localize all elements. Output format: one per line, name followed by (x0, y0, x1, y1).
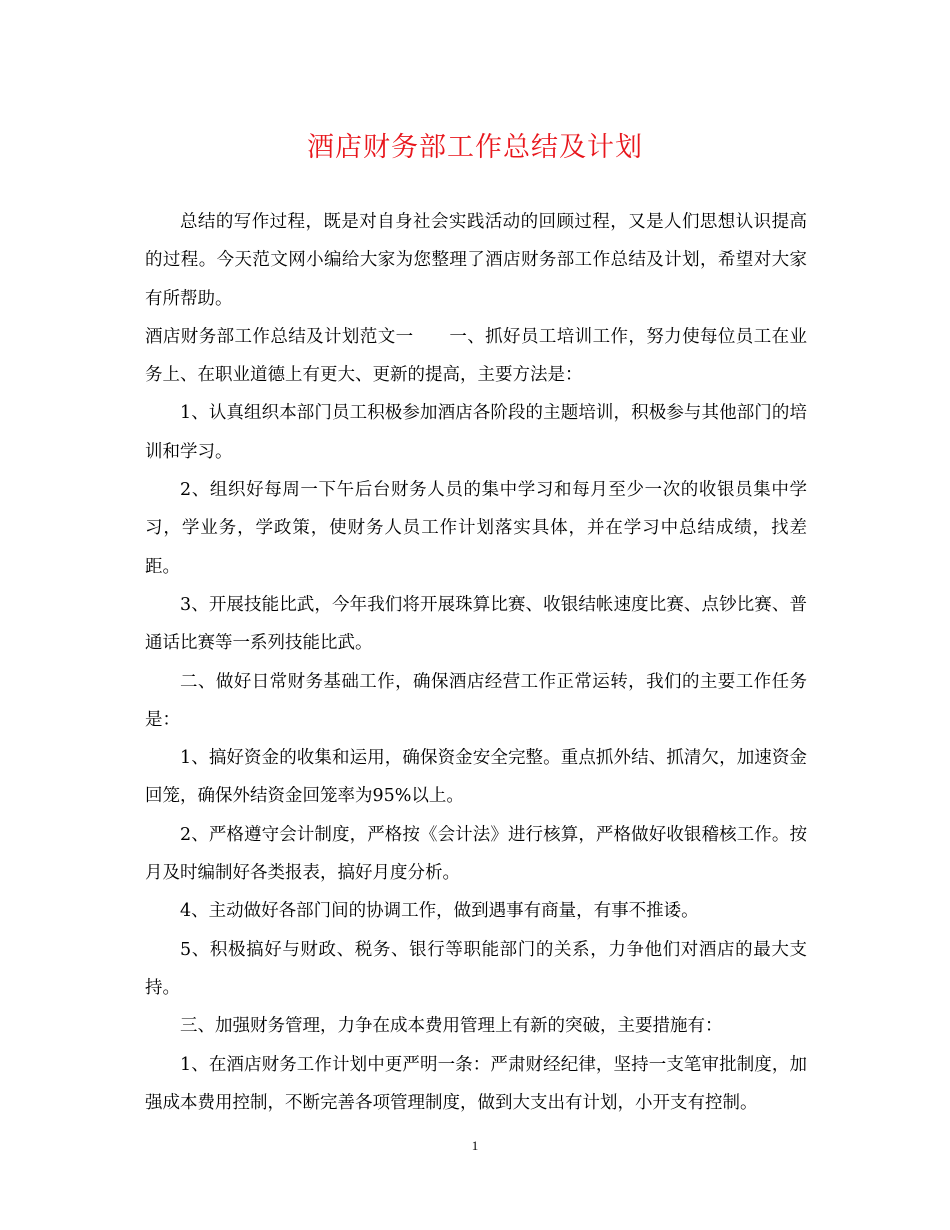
paragraph-item: 3、开展技能比武，今年我们将开展珠算比赛、收银结帐速度比赛、点钞比赛、普通话比赛等一系列技能比武。 (145, 594, 807, 654)
paragraph-section-heading: 二、做好日常财务基础工作，确保酒店经营工作正常运转，我们的主要工作任务是： (145, 671, 807, 730)
paragraph-item: 5、积极搞好与财政、税务、银行等职能部门的关系，力争他们对酒店的最大支持。 (145, 939, 807, 998)
paragraph-intro: 总结的写作过程，既是对自身社会实践活动的回顾过程，又是人们思想认识提高的过程。今天范文网小编给大家为您整理了酒店财务部工作总结及计划，希望对大家有所帮助。 (145, 212, 807, 309)
document-title: 酒店财务部工作总结及计划 (307, 132, 643, 163)
paragraph-item: 4、主动做好各部门间的协调工作，做到遇事有商量，有事不推诿。 (180, 901, 699, 922)
paragraph-section-heading: 酒店财务部工作总结及计划范文一 一、抓好员工培训工作，努力使每位员工在业务上、在职业道德上有更大、更新的提高，主要方法是： (145, 326, 807, 386)
paragraph-section-heading: 三、加强财务管理，力争在成本费用管理上有新的突破，主要措施有： (180, 1016, 723, 1037)
page-number: 1 (471, 1138, 479, 1153)
paragraph-item: 1、在酒店财务工作计划中更严明一条：严肃财经纪律，坚持一支笔审批制度，加强成本费用控制，不断完善各项管理制度，做到大支出有计划，小开支有控制。 (145, 1054, 807, 1113)
paragraph-item: 1、搞好资金的收集和运用，确保资金安全完整。重点抓外结、抓清欠，加速资金回笼，确保外结资金回笼率为95%以上。 (145, 748, 807, 807)
paragraph-item: 2、严格遵守会计制度，严格按《会计法》进行核算，严格做好收银稽核工作。按月及时编制好各类报表，搞好月度分析。 (145, 824, 807, 884)
document-body (145, 203, 807, 1122)
paragraph-item: 1、认真组织本部门员工积极参加酒店各阶段的主题培训，积极参与其他部门的培训和学习。 (145, 403, 807, 462)
paragraph-item: 2、组织好每周一下午后台财务人员的集中学习和每月至少一次的收银员集中学习，学业务，学政策，使财务人员工作计划落实具体，并在学习中总结成绩，找差距。 (145, 480, 807, 577)
